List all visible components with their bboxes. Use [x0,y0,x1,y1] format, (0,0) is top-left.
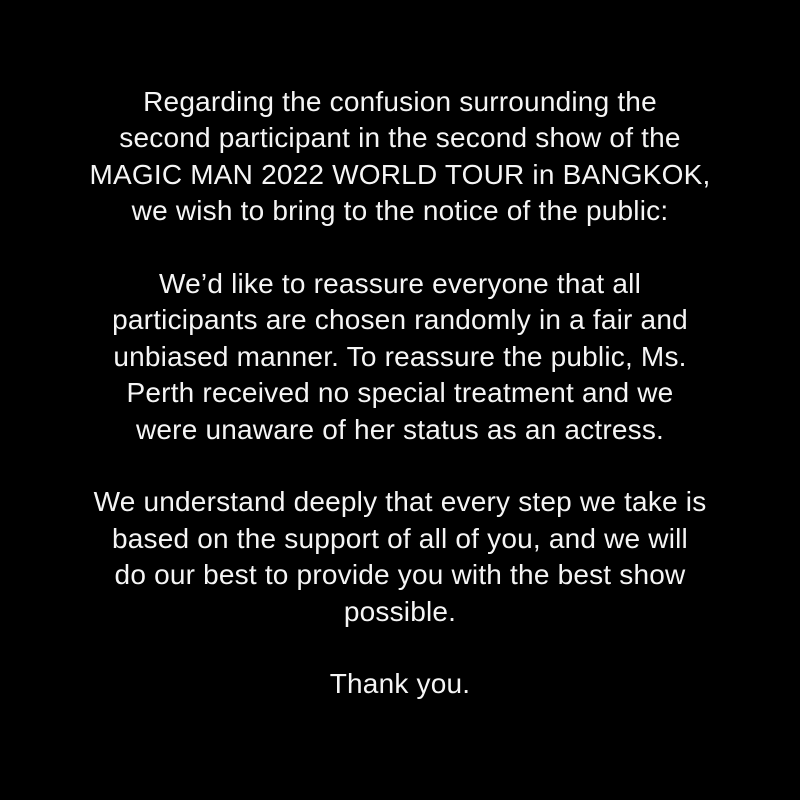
statement-paragraph-closing [30,666,770,703]
statement-line: We understand deeply that every step we take is [93,486,707,517]
statement-line: Thank you. [329,668,471,699]
statement-line: We’d like to reassure everyone that all [159,267,641,299]
statement-text-block [30,84,770,717]
statement-paragraph-intro [30,84,770,230]
statement-paragraph-reassurance [30,266,770,449]
statement-line: unbiased manner. To reassure the public, Ms. [113,340,687,372]
statement-line: MAGIC MAN 2022 WORLD TOUR in BANGKOK, [89,158,711,190]
statement-line: Regarding the confusion surrounding the [143,85,657,117]
statement-line: we wish to bring to the notice of the public: [131,195,669,226]
statement-line: possible. [343,595,457,627]
statement-paragraph-commitment [30,484,770,630]
statement-line: Perth received no special treatment and we [126,377,674,408]
statement-line: second participant in the second show of the [119,122,681,153]
statement-line: based on the support of all of you, and we will [112,522,688,554]
statement-line: were unaware of her status as an actress. [135,413,665,445]
statement-line: participants are chosen randomly in a fair and [112,304,688,335]
statement-line: do our best to provide you with the best show [114,559,686,590]
